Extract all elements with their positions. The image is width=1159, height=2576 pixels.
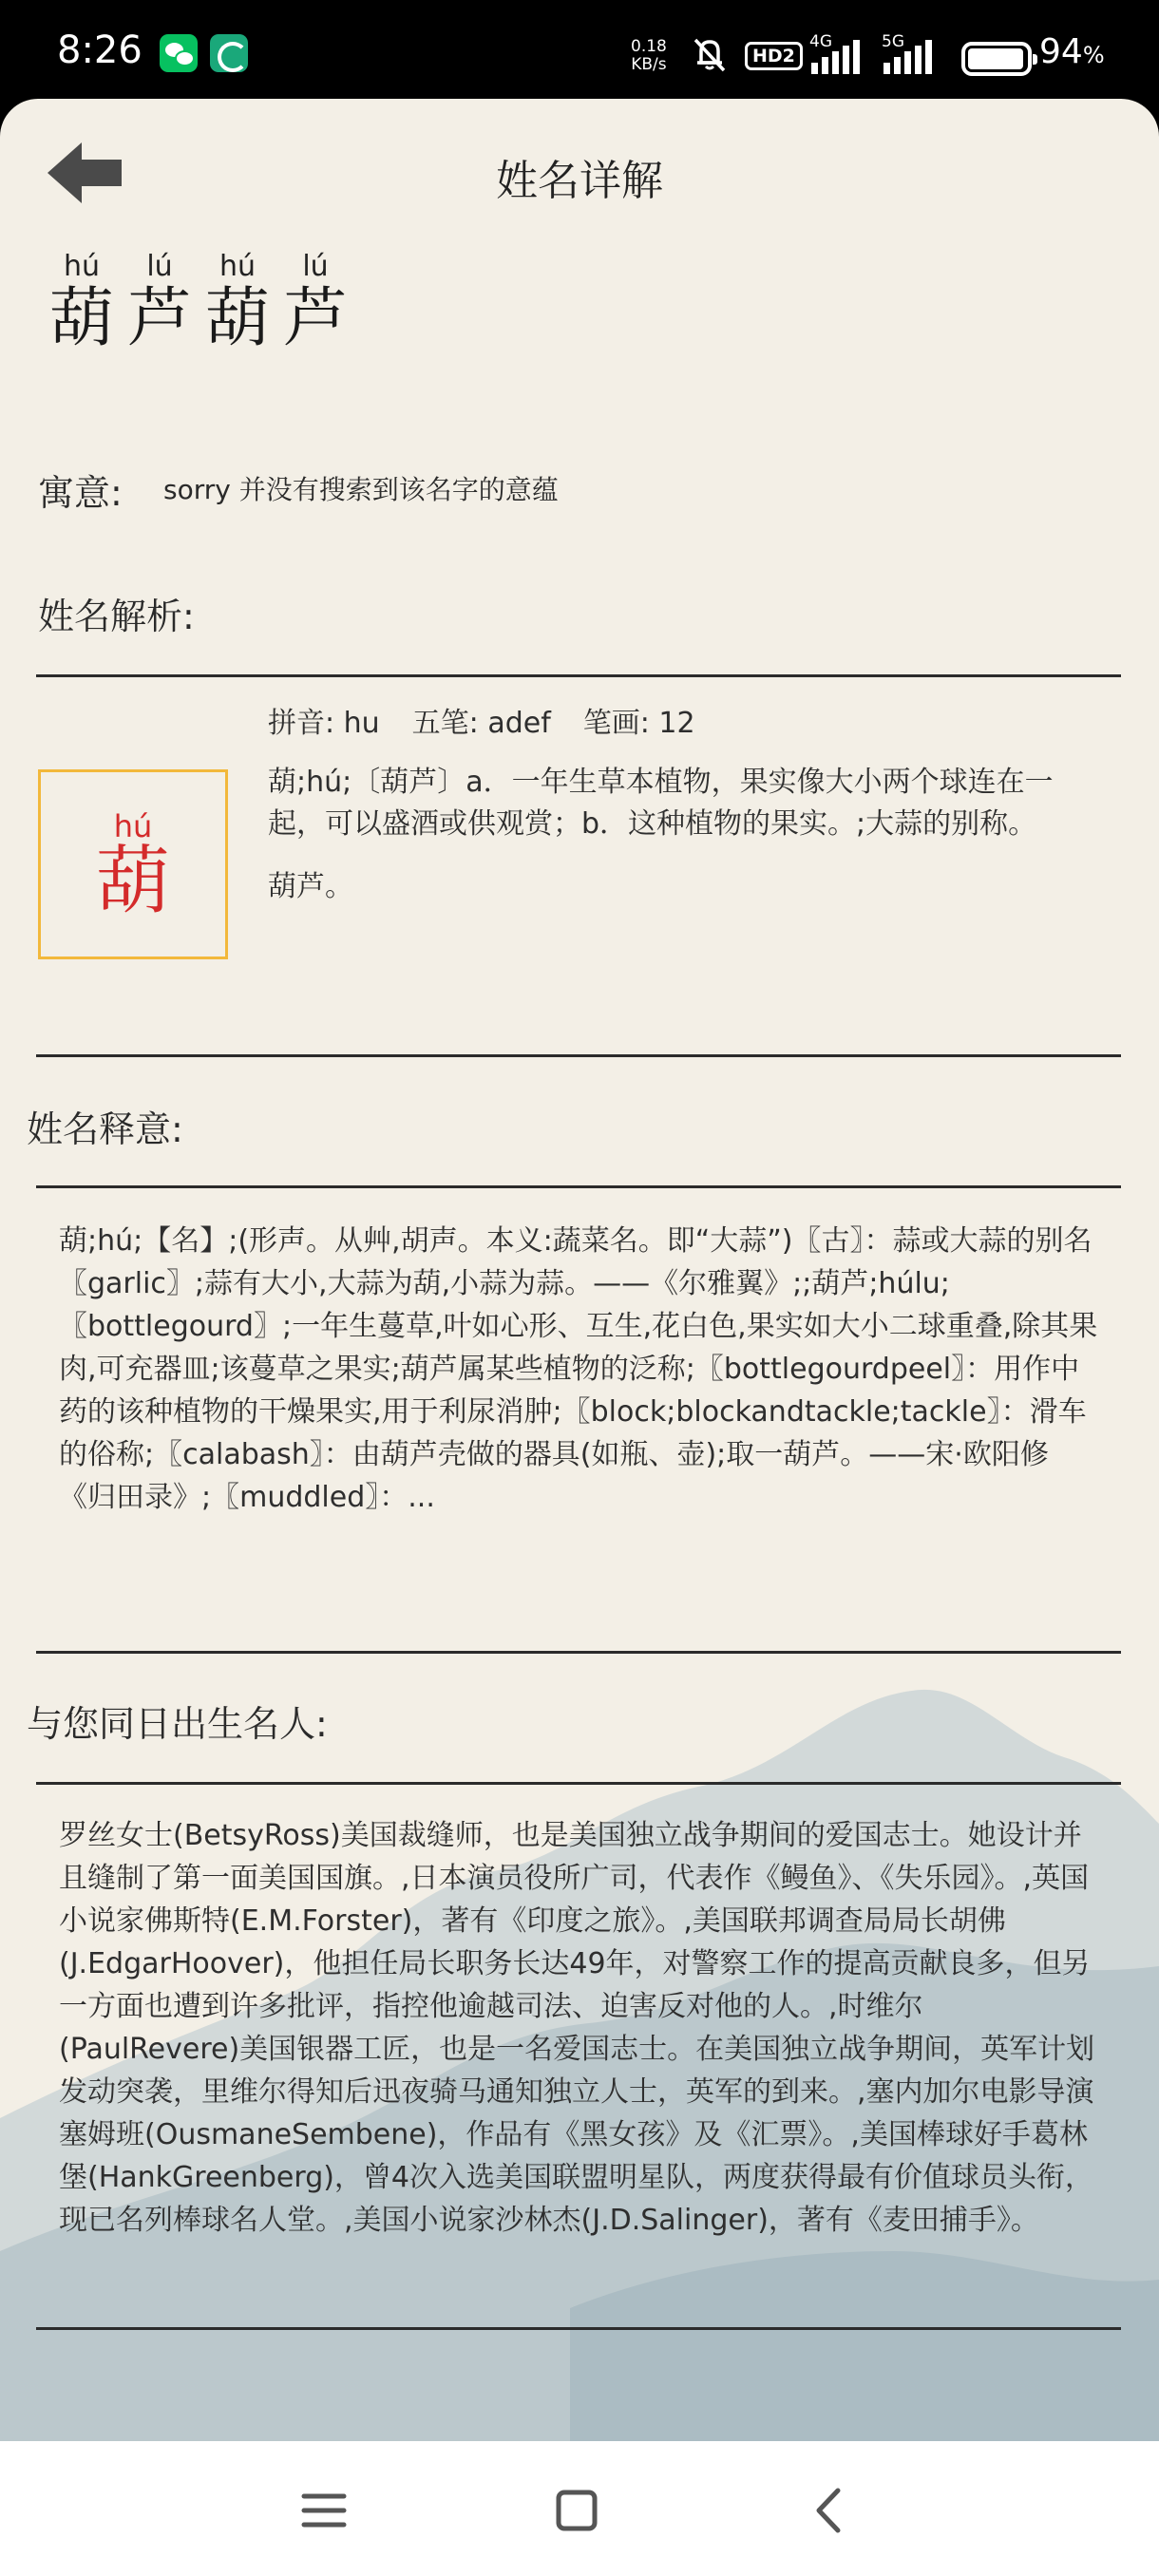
meaning-text: sorry 并没有搜索到该名字的意蕴 <box>163 474 559 505</box>
signal-2-icon <box>882 34 946 76</box>
divider <box>36 2327 1121 2330</box>
char-card-hanzi: 葫 <box>95 839 170 924</box>
app-notification-icon <box>210 34 248 72</box>
name-display <box>44 251 355 365</box>
name-char: lú 芦 <box>282 250 348 356</box>
celebrities-text: 罗丝女士(BetsyRoss)美国裁缝师，也是美国独立战争期间的爱国志士。她设计并且缝制了第一面美国国旗。,日本演员役所广司，代表作《鳗鱼》、《失乐园》。,英国小说家佛斯特(E.M.Forster)，著有《印度之旅》。,美国联邦调查局局长胡佛(J.EdgarHoover)，他担任局长职务长达49年，对警察工作的提高贡献良多，但另一方面也遭到许多批评，指控他逾越司法、迫害反对他的人。,时维尔(PaulRevere)美国银器工匠，也是一名爱国志士。在美国独立战争期间，英军计划发动突袭，里维尔得知后迅夜骑马通知独立人士，英军的到来。,塞内加尔电影导演塞姆班(OusmaneSembene)，作品有《黑女孩》及《汇票》。,美国棒球好手葛林堡(HankGreenberg)，曾4次入选美国联盟明星队，两度获得最有价值球员头衔，现已名列棒球名人堂。,美国小说家沙林杰(J.D.Salinger)，著有《麦田捕手》。 <box>59 1819 1095 2237</box>
network-speed-value: 0.18 <box>631 37 667 56</box>
divider <box>36 1054 1121 1057</box>
divider <box>36 1185 1121 1188</box>
name-char: hú 葫 <box>204 250 270 356</box>
interpretation-label: 姓名释意: <box>27 1108 183 1150</box>
analysis-label: 姓名解析: <box>38 596 195 637</box>
content-panel <box>0 99 1159 2441</box>
mute-icon <box>690 34 730 74</box>
char-card <box>38 769 228 959</box>
pinyin-item: 拼音: hu <box>268 707 380 740</box>
header <box>0 137 1159 213</box>
menu-icon <box>304 2496 344 2525</box>
home-square-icon <box>559 2492 595 2529</box>
meaning-label: 寓意: <box>38 472 123 514</box>
navigation-bar <box>0 2441 1159 2576</box>
char-alt-definition: 葫芦。 <box>268 870 353 903</box>
char-info <box>268 703 1085 908</box>
wechat-notification-icon <box>160 34 198 72</box>
page-title: 姓名详解 <box>496 157 663 205</box>
network-speed <box>631 38 667 74</box>
signal-1-icon <box>809 34 874 76</box>
network-speed-unit: KB/s <box>631 55 667 74</box>
divider <box>36 674 1121 677</box>
battery-icon <box>961 42 1032 76</box>
signal-1-label: 4G <box>809 32 832 51</box>
chevron-left-icon <box>819 2491 838 2530</box>
home-button[interactable] <box>543 2477 610 2544</box>
menu-button[interactable] <box>291 2477 357 2544</box>
battery-percent: 94% <box>1039 32 1105 71</box>
system-back-button[interactable] <box>796 2477 863 2544</box>
wubi-item: 五笔: adef <box>411 707 551 740</box>
name-char: lú 芦 <box>126 250 192 356</box>
strokes-item: 笔画: 12 <box>582 707 695 740</box>
signal-2-label: 5G <box>882 32 904 51</box>
char-card-pinyin: hú <box>113 808 153 844</box>
hd-voice-badge: HD2 <box>745 42 803 70</box>
name-char: hú 葫 <box>48 250 114 356</box>
status-time: 8:26 <box>57 28 142 72</box>
interpretation-text: 葫;hú;【名】;(形声。从艸,胡声。本义:蔬菜名。即“大蒜”)〖古〗：蒜或大蒜的别名〖garlic〗;蒜有大小,大蒜为葫,小蒜为蒜。——《尔雅翼》;;葫芦;húlu;〖bottlegourd〗;一年生蔓草,叶如心形、互生,花白色,果实如大小二球重叠,除其果肉,可充器皿;该蔓草之果实;葫芦属某些植物的泛称;〖bottlegourdpeel〗：用作中药的该种植物的干燥果实,用于利尿消肿;〖block;blockandtackle;tackle〗：滑车的俗称;〖calabash〗：由葫芦壳做的器具(如瓶、壶);取一葫芦。——宋·欧阳修《归田录》;〖muddled〗：... <box>59 1224 1098 1514</box>
divider <box>36 1782 1121 1785</box>
celebrities-label: 与您同日出生名人: <box>27 1703 328 1745</box>
char-meta <box>268 703 1085 745</box>
divider <box>36 1651 1121 1654</box>
char-definition: 葫;hú;〔葫芦〕a．一年生草本植物，果实像大小两个球连在一起，可以盛酒或供观赏；b．这种植物的果实。;大蒜的别称。 <box>268 766 1054 841</box>
status-bar <box>0 0 1159 104</box>
